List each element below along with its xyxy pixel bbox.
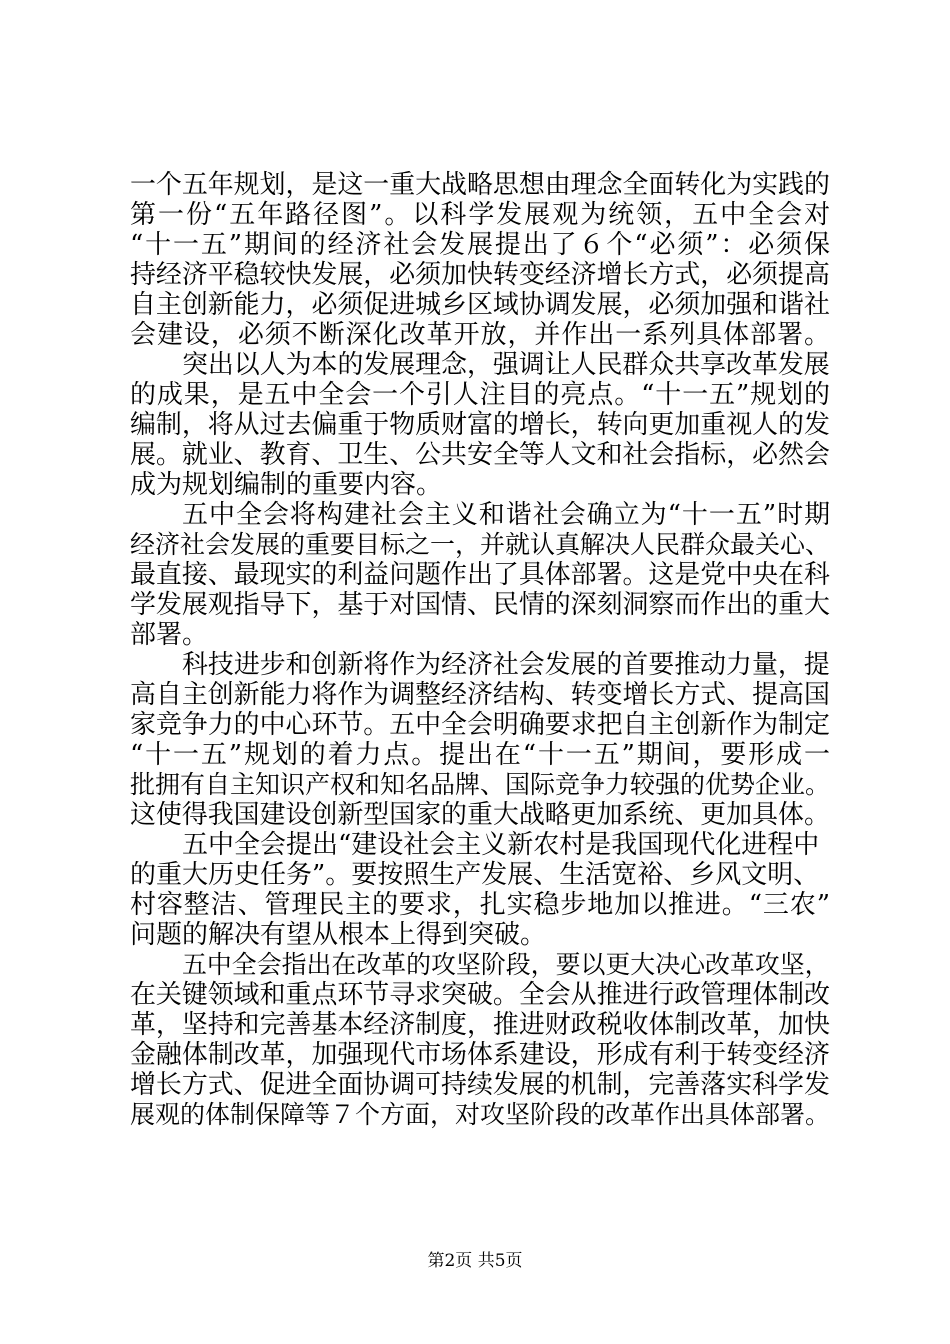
paragraph-line: 村容整洁、管理民主的要求，扎实稳步地加以推进。“三农” bbox=[130, 890, 831, 920]
paragraph-line: 五中全会指出在改革的攻坚阶段，要以更大决心改革攻坚， bbox=[182, 950, 830, 979]
paragraph-line: 家竞争力的中心环节。五中全会明确要求把自主创新作为制定 bbox=[130, 710, 830, 740]
paragraph-line: 科技进步和创新将作为经济社会发展的首要推动力量，提 bbox=[182, 650, 830, 680]
paragraph-line: “十一五”期间的经济社会发展提出了６个“必须”：必须保 bbox=[130, 230, 832, 260]
body-text bbox=[130, 170, 833, 1130]
paragraph-line: 编制，将从过去偏重于物质财富的增长，转向更加重视人的发 bbox=[130, 410, 830, 440]
paragraph-line: 问题的解决有望从根本上得到突破。 bbox=[130, 920, 547, 950]
paragraph-line: 第一份“五年路径图”。以科学发展观为统领，五中全会对 bbox=[130, 200, 833, 230]
paragraph-line: 突出以人为本的发展理念，强调让人民群众共享改革发展 bbox=[182, 350, 830, 380]
paragraph-line: 成为规划编制的重要内容。 bbox=[130, 470, 443, 500]
paragraph-line: 批拥有自主知识产权和知名品牌、国际竞争力较强的优势企业。 bbox=[130, 770, 831, 799]
paragraph-line: 五中全会将构建社会主义和谐社会确立为“十一五”时期 bbox=[182, 500, 832, 530]
paragraph-line: 展。就业、教育、卫生、公共安全等人文和社会指标，必然会 bbox=[130, 440, 830, 470]
paragraph-line: 部署。 bbox=[130, 620, 209, 650]
paragraph-line: 会建设，必须不断深化改革开放，并作出一系列具体部署。 bbox=[130, 320, 831, 350]
paragraph-line: “十一五”规划的着力点。提出在“十一五”期间，要形成一 bbox=[130, 740, 832, 770]
paragraph-line: 的重大历史任务”。要按照生产发展、生活宽裕、乡风文明、 bbox=[130, 860, 820, 890]
page-footer: 第2页 共5页 bbox=[427, 1251, 523, 1271]
paragraph-line: 高自主创新能力将作为调整经济结构、转变增长方式、提高国 bbox=[130, 680, 830, 710]
paragraph-line: 增长方式、促进全面协调可持续发展的机制，完善落实科学发 bbox=[130, 1070, 830, 1100]
paragraph-line: 最直接、最现实的利益问题作出了具体部署。这是党中央在科 bbox=[130, 560, 830, 590]
paragraph-line: 自主创新能力，必须促进城乡区域协调发展，必须加强和谐社 bbox=[130, 290, 830, 320]
paragraph-line: 的成果，是五中全会一个引人注目的亮点。“十一五”规划的 bbox=[130, 380, 831, 410]
paragraph-line: 经济社会发展的重要目标之一，并就认真解决人民群众最关心、 bbox=[130, 530, 831, 559]
paragraph-line: 五中全会提出“建设社会主义新农村是我国现代化进程中 bbox=[182, 830, 820, 860]
paragraph-line: 金融体制改革，加强现代市场体系建设，形成有利于转变经济 bbox=[130, 1040, 830, 1070]
paragraph-line: 持经济平稳较快发展，必须加快转变经济增长方式，必须提高 bbox=[130, 260, 830, 290]
paragraph-line: 学发展观指导下，基于对国情、民情的深刻洞察而作出的重大 bbox=[130, 590, 830, 620]
paragraph-line: 这使得我国建设创新型国家的重大战略更加系统、更加具体。 bbox=[130, 800, 830, 830]
paragraph-line: 在关键领域和重点环节寻求突破。全会从推进行政管理体制改 bbox=[130, 980, 830, 1010]
paragraph-line: 一个五年规划，是这一重大战略思想由理念全面转化为实践的 bbox=[130, 170, 830, 200]
paragraph-line: 革，坚持和完善基本经济制度，推进财政税收体制改革，加快 bbox=[130, 1010, 830, 1040]
paragraph-line: 展观的体制保障等７个方面，对攻坚阶段的改革作出具体部署。 bbox=[130, 1100, 831, 1129]
